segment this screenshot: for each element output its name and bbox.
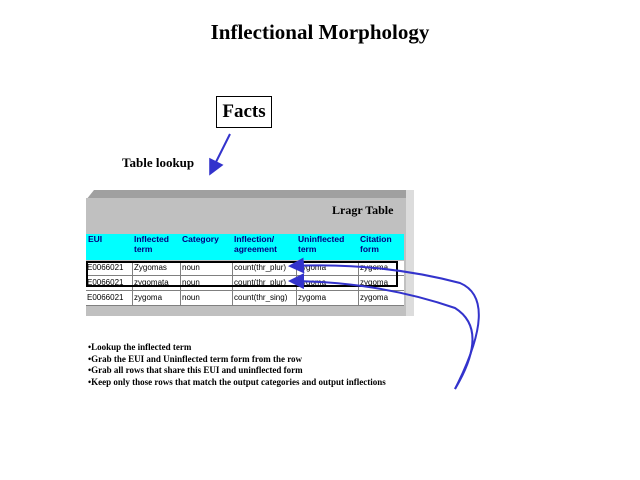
cell-eui: E0066021 bbox=[87, 263, 124, 272]
lookup-arrow bbox=[211, 134, 230, 172]
step-item: •Grab all rows that share this EUI and uninflected form bbox=[88, 365, 303, 375]
table-row bbox=[86, 291, 404, 306]
step-item: •Lookup the inflected term bbox=[88, 342, 192, 352]
cell-inflection: count(thr_plur) bbox=[232, 261, 296, 275]
step-item: •Keep only those rows that match the output categories and output inflections bbox=[88, 376, 386, 387]
table-lookup-label: Table lookup bbox=[122, 155, 195, 170]
cell-citation-form: zygoma bbox=[358, 291, 404, 305]
header-inflection-agreement: Inflection/ agreement bbox=[234, 234, 277, 254]
cell-citation-form: zygoma bbox=[358, 276, 404, 290]
header-citation-form: Citation form bbox=[360, 234, 392, 254]
matched-rows-highlight bbox=[86, 261, 398, 287]
header-uninflected-term: Uninflected term bbox=[298, 234, 345, 254]
table-panel-side-bevel bbox=[406, 190, 414, 316]
cell-uninflected-term: zygoma bbox=[296, 291, 358, 305]
cell-inflection: count(thr_plur) bbox=[232, 276, 296, 290]
header-eui: EUI bbox=[88, 234, 103, 244]
cell-citation-form: zygoma bbox=[358, 261, 404, 275]
facts-label: Facts bbox=[222, 101, 266, 122]
cell-inflected-term: Zygomas bbox=[132, 261, 180, 275]
table-title: Lragr Table bbox=[332, 203, 394, 217]
steps-list bbox=[88, 342, 386, 388]
cell-category: noun bbox=[180, 291, 232, 305]
header-category: Category bbox=[182, 234, 219, 244]
cell-eui: E0066021 bbox=[87, 278, 124, 287]
cell-category: noun bbox=[180, 261, 232, 275]
table-header bbox=[86, 234, 404, 260]
cell-uninflected-term: zygoma bbox=[296, 261, 358, 275]
facts-box bbox=[216, 96, 272, 128]
cell-inflected-term: zygomata bbox=[132, 276, 180, 290]
step-item: •Grab the EUI and Uninflected term form from the row bbox=[88, 353, 303, 364]
cell-inflection: count(thr_sing) bbox=[232, 291, 296, 305]
cell-category: noun bbox=[180, 276, 232, 290]
header-inflected-term: Inflected term bbox=[134, 234, 169, 254]
cell-eui: E0066021 bbox=[87, 293, 124, 302]
page-title: Inflectional Morphology bbox=[210, 20, 430, 44]
cell-inflected-term: zygoma bbox=[132, 291, 180, 305]
cell-uninflected-term: zygoma bbox=[296, 276, 358, 290]
